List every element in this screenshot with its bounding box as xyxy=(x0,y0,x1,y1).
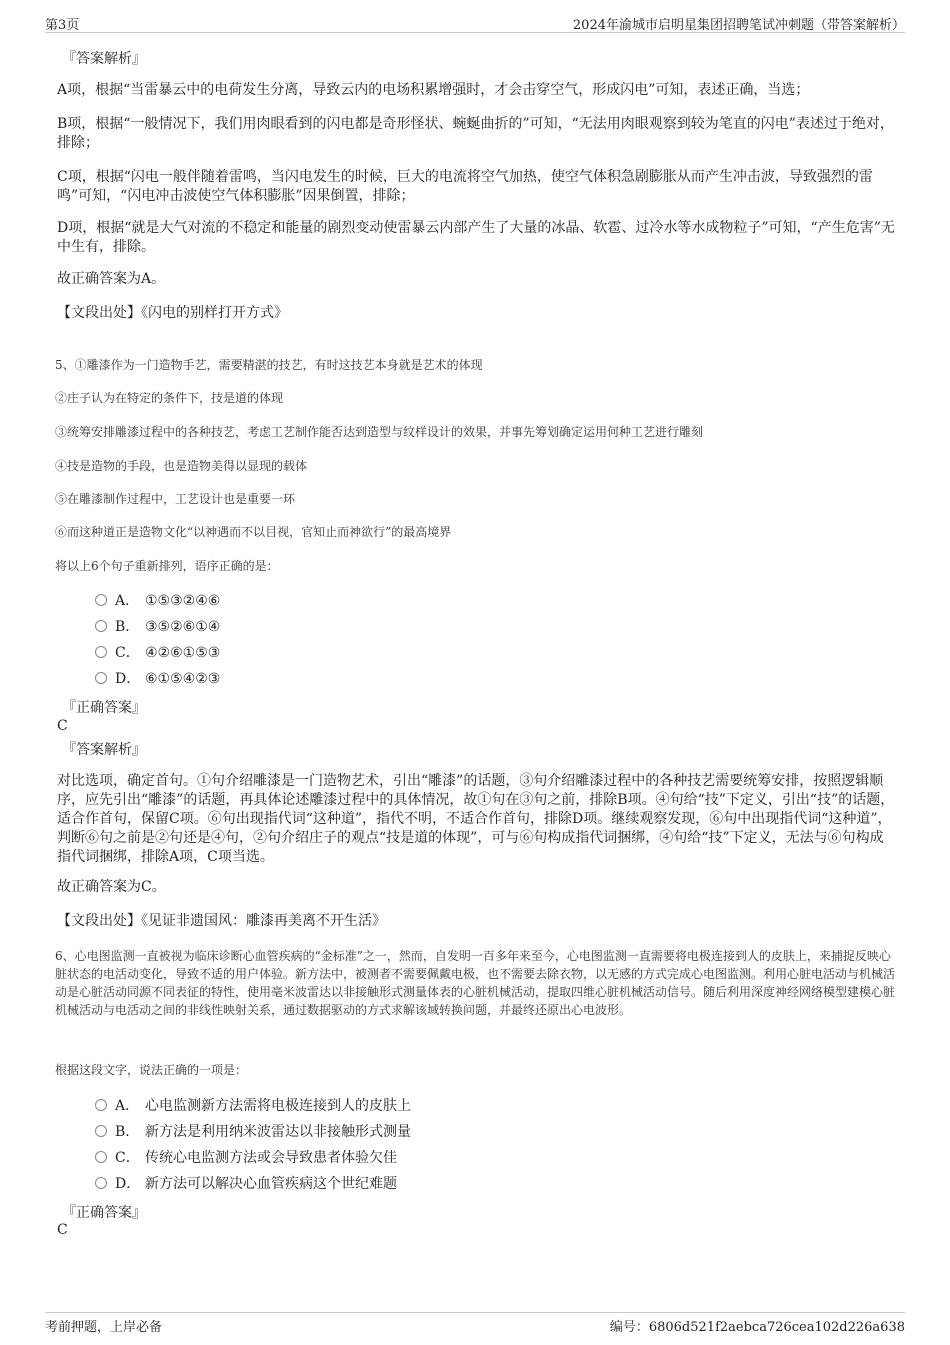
q6-passage: 6、心电图监测一直被视为临床诊断心血管疾病的“金标准”之一，然而，自发明一百多年来至今，心电图监测一直需要将电极连接到人的皮肤上，来捕捉反映心脏状态的电活动变化，导致不适的用户体验。新方法中，被测者不需要佩戴电极，也不需要去除衣物，以无感的方式完成心电图监测。利用心脏电活动与机械活动是心脏活动同源不同表征的特性，使用毫米波雷达以非接触形式测量体表的心脏机械活动，提取四维心脏机械活动信号。随后利用深度神经网络模型建模心脏机械活动与电活动之间的非线性映射关系，通过数据驱动的方式求解该域转换问题，并最终还原出心电波形。 xyxy=(55,949,896,1017)
q4-analysis-a: A项，根据“当雷暴云中的电荷发生分离，导致云内的电场积累增强时，才会击穿空气，形成闪电”可知，表述正确，当选； xyxy=(57,82,810,98)
q6-answer-label: 『正确答案』 xyxy=(62,1205,146,1221)
page-header xyxy=(45,12,905,33)
radio-icon[interactable] xyxy=(95,620,107,632)
radio-icon[interactable] xyxy=(95,672,107,684)
q6-prompt: 根据这段文字，说法正确的一项是： xyxy=(55,1063,248,1077)
q5-option-c[interactable]: C． ④②⑥①⑤③ xyxy=(95,642,220,664)
q5-sentence-2: ②庄子认为在特定的条件下，技是道的体现 xyxy=(55,391,284,405)
q6-option-b[interactable]: B． 新方法是利用纳米波雷达以非接触形式测量 xyxy=(95,1121,411,1143)
radio-icon[interactable] xyxy=(95,594,107,606)
page-number: 第3页 xyxy=(45,18,80,33)
q4-conclusion: 故正确答案为A。 xyxy=(57,271,166,287)
q5-prompt: 将以上6个句子重新排列，语序正确的是： xyxy=(55,559,279,573)
q5-source: 【文段出处】《见证非遗国风：雕漆再美离不开生活》 xyxy=(57,913,386,929)
q5-conclusion: 故正确答案为C。 xyxy=(57,879,166,895)
q6-option-c[interactable]: C． 传统心电监测方法或会导致患者体验欠佳 xyxy=(95,1147,397,1169)
radio-icon[interactable] xyxy=(95,1177,107,1189)
document-title: 2024年渝城市启明星集团招聘笔试冲刺题（带答案解析） xyxy=(572,18,905,33)
q5-answer-label: 『正确答案』 xyxy=(62,700,146,716)
radio-icon[interactable] xyxy=(95,646,107,658)
q5-sentence-4: ④技是造物的手段，也是造物美得以显现的载体 xyxy=(55,459,308,473)
radio-icon[interactable] xyxy=(95,1125,107,1137)
radio-icon[interactable] xyxy=(95,1099,107,1111)
q5-option-a[interactable]: A． ①⑤③②④⑥ xyxy=(95,590,220,612)
q4-analysis-d: D项，根据“就是大气对流的不稳定和能量的剧烈变动使雷暴云内部产生了大量的冰晶、软雹、过冷水等水成物粒子”可知，“产生危害”无中生有，排除。 xyxy=(57,220,895,255)
q6-option-d[interactable]: D． 新方法可以解决心血管疾病这个世纪难题 xyxy=(95,1173,397,1195)
q4-analysis-label: 『答案解析』 xyxy=(62,51,146,67)
document-code: 编号：6806d521f2aebca726cea102d226a638 xyxy=(609,1320,905,1335)
q5-sentence-6: ⑥而这种道正是造物文化“以神遇而不以目视，官知止而神欲行”的最高境界 xyxy=(55,525,452,539)
q4-source: 【文段出处】《闪电的别样打开方式》 xyxy=(57,305,288,321)
q5-sentence-1: 5、①雕漆作为一门造物手艺，需要精湛的技艺，有时这技艺本身就是艺术的体现 xyxy=(55,358,483,372)
q5-analysis: 对比选项，确定首句。①句介绍雕漆是一门造物艺术，引出“雕漆”的话题，③句介绍雕漆过程中的各种技艺需要统筹安排，按照逻辑顺序，应先引出“雕漆”的话题，再具体论述雕漆过程中的具体情况，故①句在③句之前，排除B项。④句给“技”下定义，引出“技”的话题，适合作首句，保留C项。⑥句出现指代词“这种道”，指代不明，不适合作首句，排除D项。继续观察发现，⑥句中出现指代词“这种道”，判断⑥句之前是②句还是④句，②句介绍庄子的观点“技是道的体现”，可与⑥句构成指代词捆绑，④句给“技”下定义，无法与⑥句构成指代词捆绑，排除A项，C项当选。 xyxy=(57,773,895,865)
q5-answer: C xyxy=(57,718,68,734)
q5-option-b[interactable]: B． ③⑤②⑥①④ xyxy=(95,616,220,638)
q5-analysis-label: 『答案解析』 xyxy=(62,742,146,758)
q5-option-d[interactable]: D． ⑥①⑤④②③ xyxy=(95,668,220,690)
q5-sentence-3: ③统筹安排雕漆过程中的各种技艺，考虑工艺制作能否达到造型与纹样设计的效果，并事先筹划确定运用何种工艺进行雕刻 xyxy=(55,425,704,439)
q6-answer: C xyxy=(57,1222,68,1238)
radio-icon[interactable] xyxy=(95,1151,107,1163)
page-footer xyxy=(45,1312,905,1337)
q4-analysis-c: C项，根据“闪电一般伴随着雷鸣，当闪电发生的时候，巨大的电流将空气加热，使空气体积急剧膨胀从而产生冲击波，导致强烈的雷鸣”可知，“闪电冲击波使空气体积膨胀”因果倒置，排除； xyxy=(57,169,873,204)
q5-sentence-5: ⑤在雕漆制作过程中，工艺设计也是重要一环 xyxy=(55,492,296,506)
footer-slogan: 考前押题，上岸必备 xyxy=(45,1320,163,1335)
q4-analysis-b: B项，根据“一般情况下，我们用肉眼看到的闪电都是奇形怪状、蜿蜒曲折的”可知，“无法用肉眼观察到较为笔直的闪电”表述过于绝对，排除； xyxy=(57,116,894,151)
q6-option-a[interactable]: A． 心电监测新方法需将电极连接到人的皮肤上 xyxy=(95,1095,411,1117)
